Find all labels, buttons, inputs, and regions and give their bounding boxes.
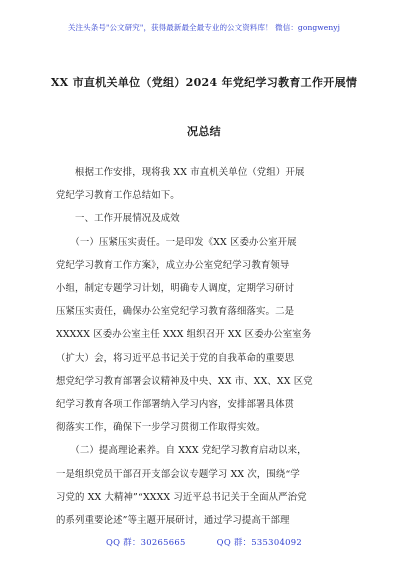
body-line: 习党的 XX 大精神”“XXXX 习近平总书记关于全面从严治党 — [56, 491, 307, 503]
footer-qq-group-2: QQ 群：535304092 — [216, 537, 302, 547]
header-banner: 关注头条号"公文研究"，获得最新最全最专业的公文资料库！ 微信：gongwenyj — [67, 23, 341, 32]
footer-qq-group-1: QQ 群：30265665 — [106, 537, 186, 547]
body-line: 想党纪学习教育部署会议精神及中央、XX 市、XX、XX 区党 — [56, 375, 313, 387]
body-line: XXXXX 区委办公室主任 XXX 组织召开 XX 区委办公室室务 — [56, 329, 312, 341]
document-body — [56, 161, 356, 532]
body-line: 的系列重要论述”等主题开展研讨，通过学习提高干部理 — [56, 515, 290, 527]
document-title-line-2: 况总结 — [187, 125, 221, 138]
body-line: 纪学习教育各项工作部署纳入学习内容，安排部署具体贯 — [56, 399, 295, 411]
body-line: 党纪学习教育工作方案》，成立办公室党纪学习教育领导 — [56, 259, 290, 271]
body-line: 一是组织党员干部召开支部会议专题学习 XX 次，围绕“学 — [56, 468, 300, 480]
body-line: 压紧压实责任，确保办公室党纪学习教育落细落实。二是 — [56, 306, 295, 318]
body-line: （一）压紧压实责任。一是印发《XX 区委办公室开展 — [56, 236, 297, 248]
document-title-line-1: XX 市直机关单位（党组）2024 年党纪学习教育工作开展情 — [50, 76, 358, 89]
body-line: （二）提高理论素养。自 XXX 党纪学习教育启动以来， — [56, 445, 307, 457]
body-line: （扩大）会，将习近平总书记关于党的自我革命的重要思 — [56, 352, 295, 364]
body-line: 根据工作安排，现将我 XX 市直机关单位（党组）开展 — [56, 167, 305, 178]
footer — [0, 536, 408, 548]
body-line: 小组，制定专题学习计划，明确专人调度，定期学习研讨 — [56, 283, 295, 295]
body-line: 党纪学习教育工作总结如下。 — [56, 190, 180, 202]
body-line: 彻落实工作，确保下一步学习贯彻工作取得实效。 — [56, 422, 266, 434]
body-line: 一、工作开展情况及成效 — [56, 213, 180, 225]
